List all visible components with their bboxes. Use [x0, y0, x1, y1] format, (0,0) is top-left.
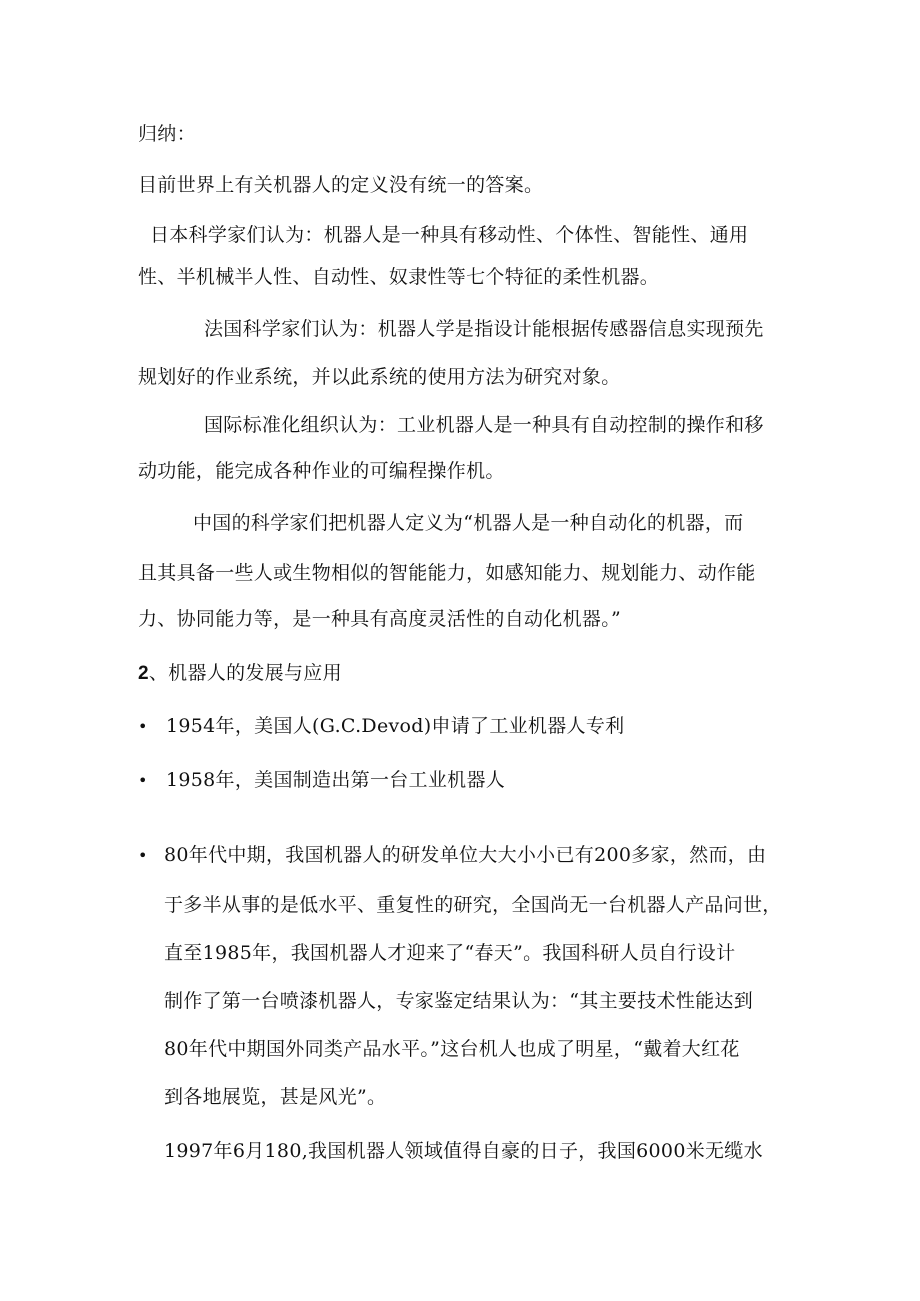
definition-iso-line1: 国际标准化组织认为：工业机器人是一种具有自动控制的操作和移 — [204, 414, 764, 436]
closing-paragraph-line1: 1997年6月180,我国机器人领域值得自豪的日子，我国6000米无缆水 — [164, 1140, 763, 1162]
definition-japan-line1: 日本科学家们认为：机器人是一种具有移动性、个体性、智能性、通用 — [150, 224, 749, 246]
bullet-dot-1: • — [138, 717, 148, 736]
section-2-heading — [138, 660, 342, 687]
summary-label: 归纳： — [138, 123, 196, 145]
definition-china-line2: 且其具备一些人或生物相似的智能能力，如感知能力、规划能力、动作能 — [138, 562, 756, 584]
definition-france-line2: 规划好的作业系统，并以此系统的使用方法为研究对象。 — [138, 366, 621, 388]
definition-iso-line2: 动功能，能完成各种作业的可编程操作机。 — [138, 460, 505, 482]
definition-china-line1: 中国的科学家们把机器人定义为“机器人是一种自动化的机器，而 — [193, 512, 744, 534]
definition-japan-line2: 性、半机械半人性、自动性、奴隶性等七个特征的柔性机器。 — [138, 266, 660, 288]
definition-china-line3: 力、协同能力等，是一种具有高度灵活性的自动化机器。” — [138, 608, 622, 630]
bullet-item-80s-line3: 直至1985年，我国机器人才迎来了“春天”。我国科研人员自行设计 — [164, 942, 736, 964]
bullet-dot-3: • — [138, 846, 148, 865]
definition-france-line1: 法国科学家们认为：机器人学是指设计能根据传感器信息实现预先 — [204, 318, 764, 340]
bullet-item-80s-line5: 80年代中期国外同类产品水平。”这台机人也成了明星，“戴着大红花 — [164, 1038, 740, 1060]
bullet-item-80s-line2: 于多半从事的是低水平、重复性的研究，全国尚无一台机器人产品问世， — [164, 894, 782, 916]
section-2-number: 2 — [138, 663, 149, 684]
bullet-item-80s-line6: 到各地展览，甚是风光”。 — [164, 1086, 387, 1108]
bullet-item-1954: 1954年，美国人(G.C.Devod)申请了工业机器人专利 — [166, 715, 625, 737]
section-2-title: 、机器人的发展与应用 — [148, 662, 342, 684]
bullet-item-80s-line4: 制作了第一台喷漆机器人，专家鉴定结果认为：“其主要技术性能达到 — [164, 990, 754, 1012]
summary-intro: 目前世界上有关机器人的定义没有统一的答案。 — [138, 174, 544, 196]
bullet-dot-2: • — [138, 771, 148, 790]
bullet-item-80s-line1: 80年代中期，我国机器人的研发单位大大小小已有200多家，然而，由 — [164, 844, 767, 866]
bullet-item-1958: 1958年，美国制造出第一台工业机器人 — [166, 769, 506, 791]
